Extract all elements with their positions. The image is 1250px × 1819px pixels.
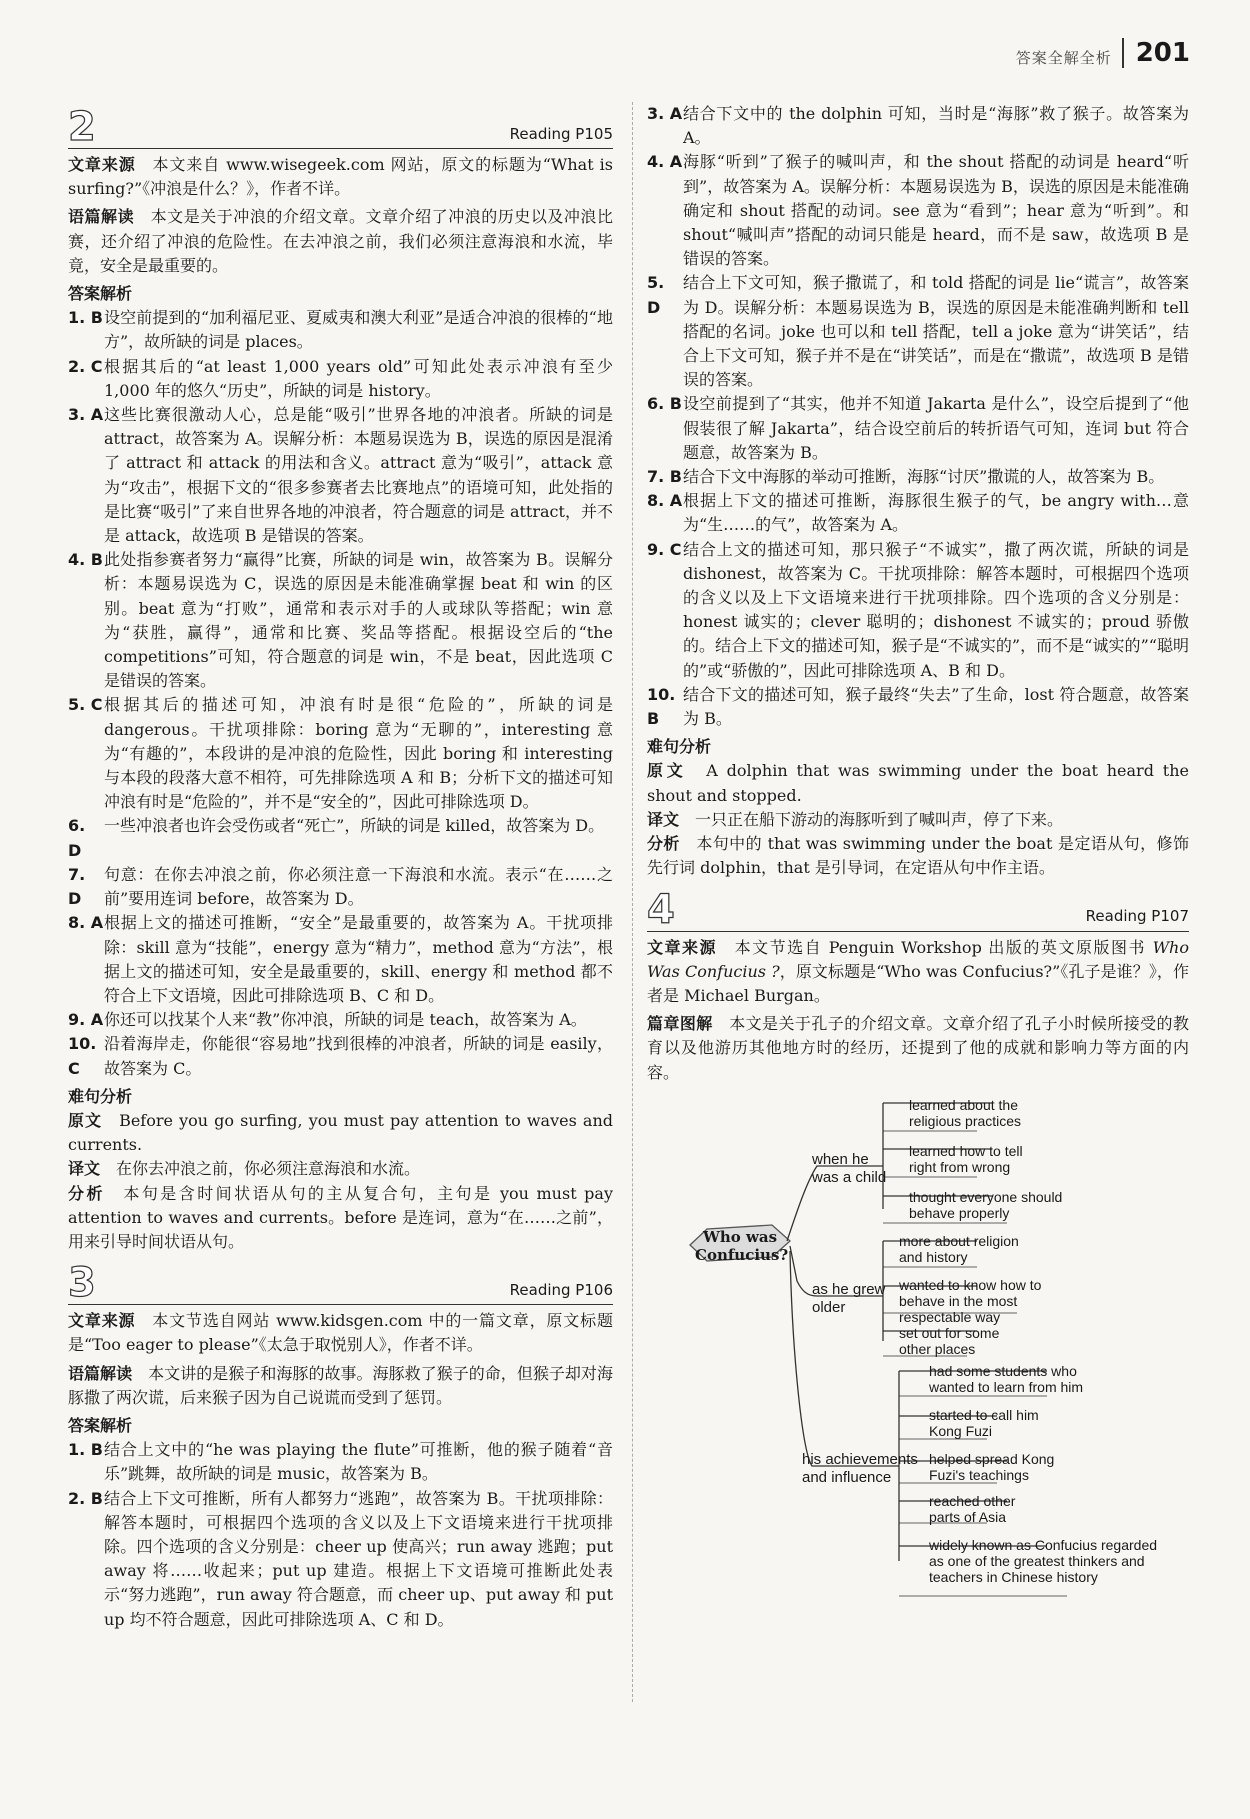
answers-title: 答案解析 bbox=[68, 284, 133, 304]
mind-map bbox=[647, 1091, 1189, 1651]
mind-map-leaf: learned about the religious practices bbox=[909, 1096, 1022, 1129]
answer-item: 10. B 结合下文的描述可知，猴子最终“失去”了生命，lost 符合题意，故答案为 B。 bbox=[647, 684, 1189, 729]
section-4-header bbox=[647, 886, 1189, 933]
column-divider bbox=[632, 102, 633, 1702]
difficult-sentence-title: 难句分析 bbox=[68, 1086, 133, 1106]
mind-map-branch: as he grew older bbox=[812, 1280, 886, 1316]
section-number: 4 bbox=[647, 886, 675, 933]
answer-item: 6. D 一些冲浪者也许会受伤或者“死亡”，所缺的词是 killed，故答案为 D。 bbox=[68, 816, 605, 860]
answer-item: 2. B 结合上下文可推断，所有人都努力“逃跑”，故答案为 B。干扰项排除：解答本题时，可根据四个选项的含义以及上下文语境来进行干扰项排除。四个选项的含义分别是：cheer up 使高兴；run away 逃跑；put away 将……收起来；put up 建造。根据上下文语境可推断此处表示“努力逃跑”，run away 符合题意，而 cheer up、put away 和 put up 均不符合题意，因此可排除选项 A、C 和 D。 bbox=[68, 1488, 613, 1629]
answer-item: 7. D 句意：在你去冲浪之前，你必须注意一下海浪和水流。表示“在……之前”要用连词 before，故答案为 D。 bbox=[68, 864, 613, 909]
answer-item: 5. D 结合上下文可知，猴子撒谎了，和 told 搭配的词是 lie“谎言”，故答案为 D。误解分析：本题易误选为 B，误选的原因是未能准确判断和 tell 搭配的名词。joke 也可以和 tell 搭配，tell a joke 意为“讲笑话”，结合上下文可知，猴子并不是在“讲笑话”，而是在“撒谎”，故选项 B 是错误的答案。 bbox=[647, 273, 1189, 390]
original-sentence: 原文 A dolphin that was swimming under the boat heard the shout and stopped. bbox=[647, 761, 1189, 805]
original-sentence: 原文 Before you go surfing, you must pay attention to waves and currents. bbox=[68, 1110, 613, 1155]
article-source: 文章来源 本文来自 www.wisegeek.com 网站，原文的标题为“What is surfing?”《冲浪是什么？》，作者不详。 bbox=[68, 155, 613, 199]
mind-map-leaf: had some students who wanted to learn from him bbox=[929, 1362, 1084, 1395]
article-source: 文章来源 本文节选自 Penguin Workshop 出版的英文原版图书 Who Was Confucius ?，原文标题是“Who was Confucius?”《孔子是谁？》，作者是 Michael Burgan。 bbox=[647, 937, 1189, 1005]
mind-map-branch: when he was a child bbox=[812, 1150, 887, 1186]
mind-map-leaf: set out for some other places bbox=[899, 1324, 1000, 1357]
section-3-header bbox=[68, 1260, 613, 1307]
mind-map-leaf: started to call him Kong Fuzi bbox=[929, 1406, 1039, 1439]
answers-title: 答案解析 bbox=[68, 1415, 133, 1435]
right-column bbox=[647, 102, 1189, 1651]
mind-map-leaf: helped spread Kong Fuzi's teachings bbox=[929, 1450, 1055, 1483]
answer-item: 7. B 结合下文中海豚的举动可推断，海豚“讨厌”撒谎的人，故答案为 B。 bbox=[647, 467, 1165, 487]
answer-item: 1. B 结合上文中的“he was playing the flute”可推断，他的猴子随着“音乐”跳舞，故所缺的词是 music，故答案为 B。 bbox=[68, 1440, 613, 1484]
answer-item: 3. A 结合下文中的 the dolphin 可知，当时是“海豚”救了猴子。故答案为 A。 bbox=[647, 104, 1189, 148]
page-header bbox=[1016, 38, 1190, 68]
analysis: 分析 本句中的 that was swimming under the boat 是定语从句，修饰先行词 dolphin，that 是引导词，在定语从句中作主语。 bbox=[647, 834, 1189, 878]
difficult-sentence-title: 难句分析 bbox=[647, 737, 712, 757]
answer-item: 4. A 海豚“听到”了猴子的喊叫声，和 the shout 搭配的动词是 heard“听到”，故答案为 A。误解分析：本题易误选为 B，误选的原因是未能准确确定和 shout 搭配的动词。see 意为“看到”；hear 意为“听到”。和 shout“喊叫声”搭配的动词只能是 heard，而不是 saw，故选项 B 是错误的答案。 bbox=[647, 152, 1189, 269]
running-title: 答案全解全析 bbox=[1015, 49, 1112, 67]
section-reference: Reading P106 bbox=[509, 1280, 613, 1299]
section-2-header bbox=[68, 104, 613, 150]
mind-map-leaf: thought everyone should behave properly bbox=[909, 1188, 1063, 1221]
translation: 译文 一只正在船下游动的海豚听到了喊叫声，停了下来。 bbox=[647, 809, 1064, 829]
answer-item: 8. A 根据上下文的描述可推断，海豚很生猴子的气，be angry with…意为“生……的气”，故答案为 A。 bbox=[647, 491, 1189, 535]
passage-summary: 语篇解读 本文讲的是猴子和海豚的故事。海豚救了猴子的命，但猴子却对海豚撒了两次谎，后来猴子因为自己说谎而受到了惩罚。 bbox=[68, 1363, 613, 1407]
answer-item: 3. A 这些比赛很激动人心，总是能“吸引”世界各地的冲浪者。所缺的词是 attract，故答案为 A。误解分析：本题易误选为 B，误选的原因是混淆了 attract 和 attack 的用法和含义。attract 意为“吸引”，attack 意为“攻击”，根据下文的“很多参赛者去比赛地点”的语境可知，此处指的是比赛“吸引”了来自世界各地的冲浪者，符合题意的词是 attract，并不是 attack，故选项 B 是错误的答案。 bbox=[68, 405, 613, 546]
answer-item: 6. B 设空前提到了“其实，他并不知道 Jakarta 是什么”，设空后提到了“他假装很了解 Jakarta”，结合设空前后的转折语气可知，连词 but 符合题意，故答案为 B。 bbox=[647, 394, 1189, 462]
translation: 译文 在你去冲浪之前，你必须注意海浪和水流。 bbox=[68, 1159, 421, 1179]
mind-map-leaf: more about religion and history bbox=[899, 1232, 1019, 1265]
answer-item: 1. B 设空前提到的“加利福尼亚、夏威夷和澳大利亚”是适合冲浪的很棒的“地方”，故所缺的词是 places。 bbox=[68, 308, 613, 352]
mind-map-root: Who was Confucius? bbox=[695, 1227, 789, 1264]
answer-item: 8. A 根据上文的描述可推断，“安全”是最重要的，故答案为 A。干扰项排除：skill 意为“技能”，energy 意为“精力”，method 意为“方法”，根据上文的描述可知，安全是最重要的，skill、energy 和 method 都不符合上下文语境，因此可排除选项 B、C 和 D。 bbox=[68, 913, 613, 1005]
section-number: 2 bbox=[68, 104, 96, 150]
mind-map-leaf: widely known as Confucius regarded as one of the greatest thinkers and teachers in Chinese history bbox=[929, 1536, 1158, 1585]
mind-map-leaf: reached other parts of Asia bbox=[929, 1492, 1016, 1525]
answer-item: 9. A 你还可以找某个人来“教”你冲浪，所缺的词是 teach，故答案为 A。 bbox=[68, 1010, 587, 1030]
mind-map-leaf: learned how to tell right from wrong bbox=[909, 1142, 1023, 1175]
answer-item: 9. C 结合上文的描述可知，那只猴子“不诚实”，撒了两次谎，所缺的词是 dishonest，故答案为 C。干扰项排除：解答本题时，可根据四个选项的含义以及上下文语境来进行干扰项排除。四个选项的含义分别是：honest 诚实的；clever 聪明的；dishonest 不诚实的；proud 骄傲的。结合上下文的描述可知，猴子是“不诚实的”，而不是“诚实的”“聪明的”或“骄傲的”，因此可排除选项 A、B 和 D。 bbox=[647, 539, 1189, 680]
section-reference: Reading P107 bbox=[1085, 907, 1189, 926]
answer-item: 4. B 此处指参赛者努力“赢得”比赛，所缺的词是 win，故答案为 B。误解分析：本题易误选为 C，误选的原因是未能准确掌握 beat 和 win 的区别。beat 意为“打败”，通常和表示对手的人或球队等搭配；win 意为“获胜，赢得”，通常和比赛、奖品等搭配。根据设空后的“the competitions”可知，符合题意的词是 win，不是 beat，因此选项 C 是错误的答案。 bbox=[68, 550, 613, 691]
passage-diagram-intro: 篇章图解 本文是关于孔子的介绍文章。文章介绍了孔子小时候所接受的教育以及他游历其他地方时的经历，还提到了他的成就和影响力等方面的内容。 bbox=[647, 1014, 1189, 1082]
passage-summary: 语篇解读 本文是关于冲浪的介绍文章。文章介绍了冲浪的历史以及冲浪比赛，还介绍了冲浪的危险性。在去冲浪之前，我们必须注意海浪和水流，毕竟，安全是最重要的。 bbox=[68, 207, 613, 275]
answer-item: 10. C 沿着海岸走，你能很“容易地”找到很棒的冲浪者，所缺的词是 easily，故答案为 C。 bbox=[68, 1034, 613, 1078]
answer-item: 5. C 根据其后的描述可知，冲浪有时是很“危险的”，所缺的词是 dangerous。干扰项排除：boring 意为“无聊的”，interesting 意为“有趣的”，本段讲的是冲浪的危险性，因此 boring 和 interesting 与本段的段落大意不相符，可先排除选项 A 和 B；分析下文的描述可知冲浪有时是“危险的”，并不是“安全的”，因此可排除选项 D。 bbox=[68, 695, 613, 812]
answer-item: 2. C 根据其后的“at least 1,000 years old”可知此处表示冲浪有至少 1,000 年的悠久“历史”，所缺的词是 history。 bbox=[68, 356, 613, 400]
analysis: 分析 本句是含时间状语从句的主从复合句，主句是 you must pay attention to waves and currents。before 是连词，意为“在……之前”，用来引导时间状语从句。 bbox=[68, 1183, 613, 1251]
page-number: 201 bbox=[1122, 38, 1190, 68]
section-number: 3 bbox=[68, 1260, 96, 1307]
mind-map-leaf: wanted to know how to behave in the most respectable way bbox=[899, 1276, 1042, 1325]
mind-map-branch: his achievements and influence bbox=[802, 1450, 918, 1486]
left-column bbox=[68, 102, 613, 1632]
article-source: 文章来源 本文节选自网站 www.kidsgen.com 中的一篇文章，原文标题是“Too eager to please”《太急于取悦别人》，作者不详。 bbox=[68, 1311, 613, 1355]
section-reference: Reading P105 bbox=[509, 124, 613, 143]
